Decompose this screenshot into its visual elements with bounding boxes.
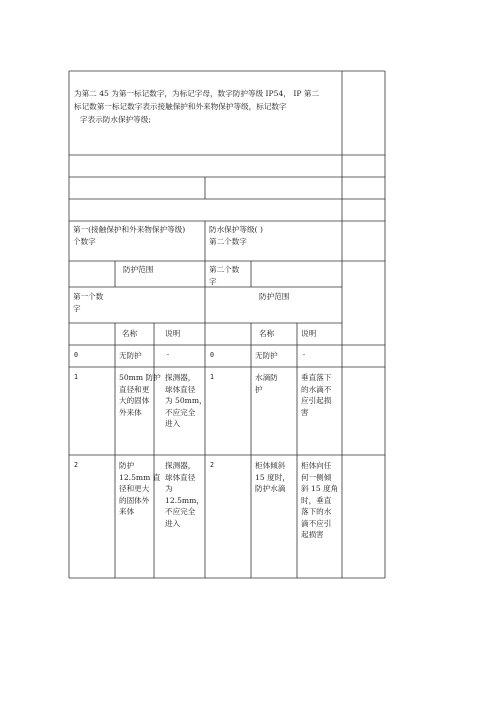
header-range-left: 防护范围 xyxy=(123,265,154,274)
row1-digit-1: 1 xyxy=(74,373,78,381)
header-first-digit: 第一个数 字 xyxy=(73,292,104,313)
row2-name-1: 防护 12.5mm 直 径和更大 的固体外 来体 xyxy=(119,461,161,516)
row1-desc-2: 垂直落下 的水滴不 应引起损 害 xyxy=(301,373,332,417)
header-contact-protection: 第一(接触保护和外来物保护等级) 个数字 xyxy=(73,225,186,246)
header-name-left: 名称 xyxy=(122,329,138,338)
row1-desc-1: 探测器， 球体直径 为 50mm， 不应完全 进入 xyxy=(165,373,207,428)
row0-name-1: 无防护 xyxy=(119,351,142,360)
intro-line-2: 标记数第一标记数字表示接触保护和外来物保护等级，标记数字 xyxy=(74,102,287,111)
header-water-protection: 防水保护等级( ) 第二个数字 xyxy=(209,225,263,246)
row2-desc-1: 探测器， 球体直径 为 12.5mm， 不应完全 进入 xyxy=(165,461,204,528)
row2-name-2: 柜体倾斜 15 度时， 防护水滴 xyxy=(255,461,290,493)
intro-line-3: 字表示防水保护等级; xyxy=(80,115,151,124)
header-desc-right: 说明 xyxy=(301,329,317,338)
row0-desc-1: - xyxy=(166,351,170,359)
row1-digit-2: 1 xyxy=(210,373,214,381)
header-name-right: 名称 xyxy=(259,329,275,338)
intro-line-1: 为第二 45 为第一标记数字，为标记字母，数字防护等级 IP54， IP 第二 xyxy=(74,89,320,98)
row2-digit-1: 2 xyxy=(74,461,78,469)
row1-name-1: 50mm 防护 直径和更 大的固体 外来体 xyxy=(119,373,161,417)
row0-digit-1: 0 xyxy=(74,351,78,359)
row0-digit-2: 0 xyxy=(210,351,214,359)
row2-desc-2: 柜体向任 何一侧倾 斜 15 度角 时，垂直 落下的水 滴不应引 起损害 xyxy=(301,461,339,539)
header-desc-left: 说明 xyxy=(165,329,181,338)
row0-name-2: 无防护 xyxy=(255,351,278,360)
header-second-digit: 第二个数 字 xyxy=(209,265,240,286)
row0-desc-2: - xyxy=(302,351,306,359)
header-range-right: 防护范围 xyxy=(259,292,290,301)
row2-digit-2: 2 xyxy=(210,461,214,469)
row1-name-2: 水滴防 护 xyxy=(255,373,278,394)
